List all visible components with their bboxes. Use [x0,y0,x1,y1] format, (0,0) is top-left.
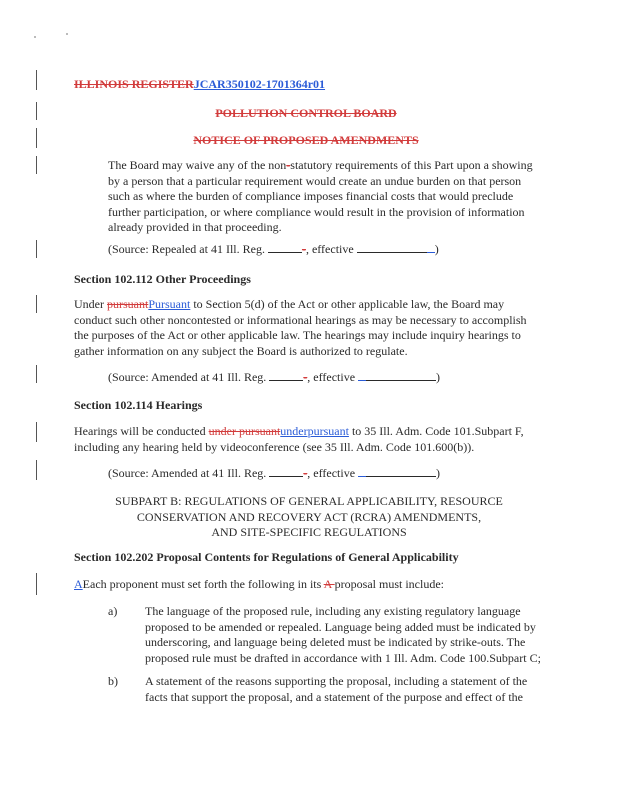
change-bar [36,102,37,120]
change-bar [36,128,37,148]
item-b-text: A statement of the reasons supporting the proposal, including a statement of the facts that support the proposal, and a statement of the purpose and effect of the [145,674,528,704]
scan-mark [34,36,36,38]
section-102-112-title: Section 102.112 Other Proceedings [74,272,251,286]
source-note-repealed: (Source: Repealed at 41 Ill. Reg. -, effective ) [108,242,439,256]
item-a-label: a) [108,604,118,618]
register-header [74,75,325,93]
notice-title: NOTICE OF PROPOSED AMENDMENTS [193,133,419,147]
change-bar [36,295,37,313]
scan-mark [66,33,68,35]
change-bar [36,365,37,383]
board-title: POLLUTION CONTROL BOARD [215,106,397,120]
section-102-202-intro: AEach proponent must set forth the following in its A proposal must include: [74,577,444,591]
section-102-114-body: Hearings will be conducted under pursuantunderpursuant to 35 Ill. Adm. Code 101.Subpart F, including any hearing held by videoconference (see 35 Ill. Adm. Code 101.600(b)). [74,424,524,454]
register-inserted: JCAR350102-1701364r01 [193,77,326,91]
change-bar [36,70,37,90]
change-bar [36,460,37,480]
change-bar [36,573,37,595]
source-note-amended-1: (Source: Amended at 41 Ill. Reg. -, effective ) [108,370,441,384]
item-b-label: b) [108,674,118,688]
change-bar [36,240,37,258]
change-bar [36,156,37,174]
subpart-b-heading: SUBPART B: REGULATIONS OF GENERAL APPLICABILITY, RESOURCE CONSERVATION AND RECOVERY ACT (RCRA) AMENDMENTS, AND SITE-SPECIFIC REGULATIONS [115,494,503,539]
section-102-114-title: Section 102.114 Hearings [74,398,203,412]
change-bar [36,422,37,442]
source-note-amended-2: (Source: Amended at 41 Ill. Reg. -, effective ) [108,466,441,480]
waiver-paragraph: The Board may waive any of the non-statutory requirements of this Part upon a showing by a person that a particular requirement would create an undue burden on that person such as where the burden of compliance imposes financial costs that would preclude further participation, or where compliance would result in the provision of information already provided in that proceeding. [108,158,533,234]
item-a-text: The language of the proposed rule, including any existing regulatory language proposed to be amended or repealed. Language being added must be indicated by underscoring, and language being deleted must be indicated by strike-outs. The proposed rule must be drafted in accordance with 1 Ill. Adm. Code 100.Subpart C; [145,604,541,665]
section-102-112-body: Under pursuantPursuant to Section 5(d) of the Act or other applicable law, the Board may conduct such other noncontested or informational hearings as may be necessary to accomplish the purposes of the Act or other applicable law. The hearings may include inquiry hearings to gather information on any subject the Board is authorized to regulate. [74,297,527,358]
section-102-202-title: Section 102.202 Proposal Contents for Regulations of General Applicability [74,550,459,564]
register-deleted: ILLINOIS REGISTER [74,77,194,91]
